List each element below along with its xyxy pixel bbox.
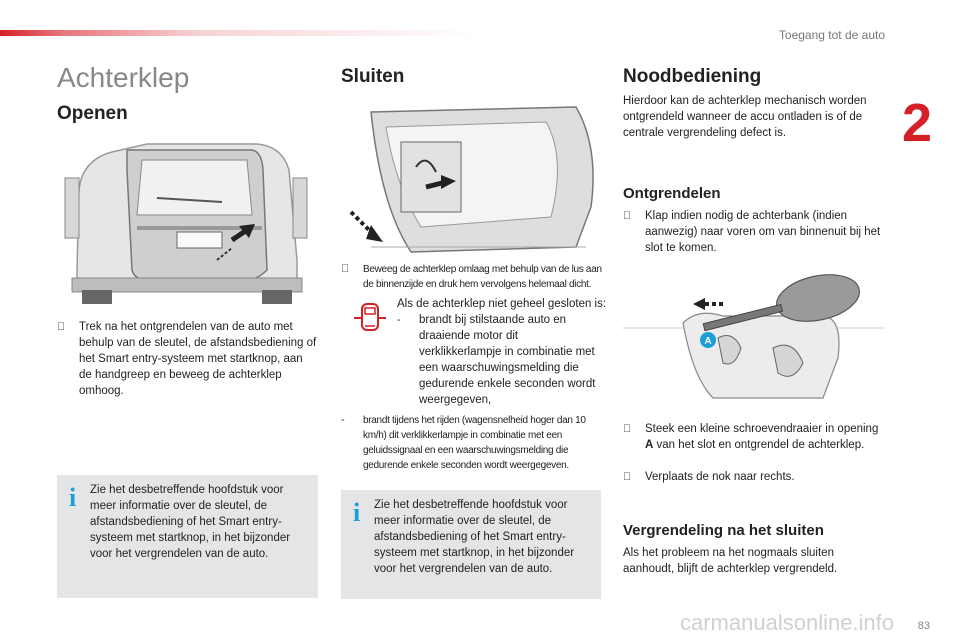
openen-info-text: Zie het desbetreffende hoofdstuk voor meer informatie over de sleutel, de afstandsbediening of het Smart entry-systeem met startknop, in het bijzonder voor het vergrendelen van de auto.: [90, 484, 291, 560]
step-1-text: Klap indien nodig de achterbank (indien aanwezig) naar voren om van binnenuit bij het slot te komen.: [645, 210, 881, 254]
ontgrendelen-step-1: [623, 208, 888, 256]
ontgrendelen-step-3: [623, 469, 888, 485]
watermark: carmanualsonline.info: [680, 610, 895, 635]
label-a: A: [704, 336, 712, 347]
bullet-marker: [623, 421, 645, 453]
step-3-text: Verplaats de nok naar rechts.: [645, 471, 795, 483]
step-2-opening-label: A: [645, 439, 654, 451]
nood-intro: Hierdoor kan de achterklep mechanisch worden ontgrendeld wanneer de accu ontladen is of de centrale vergrendeling defect is.: [623, 95, 867, 139]
sluiten-caption-text: Beweeg de achterklep omlaag met behulp van de lus aan de binnenzijde en druk hem vervolgens helemaal dicht.: [363, 264, 602, 290]
info-icon: i: [69, 483, 77, 512]
van-rear-illustration: [57, 130, 317, 305]
sluiten-info-box: [341, 490, 601, 599]
page-number: 83: [917, 620, 930, 632]
page-title: Achterklep: [57, 62, 190, 93]
sluiten-heading: Sluiten: [341, 66, 405, 87]
dash-marker: -: [341, 414, 345, 426]
warn-item-1: [397, 312, 602, 408]
bullet-marker: [623, 208, 645, 256]
warn-intro: Als de achterklep niet geheel gesloten is:: [397, 298, 607, 310]
sluiten-caption: [341, 262, 603, 292]
ontgrendelen-step-2: [623, 421, 888, 453]
openen-bullet-text: Trek na het ontgrendelen van de auto met behulp van de sleutel, de afstandsbediening of het Smart entry-systeem met startknop, aan de handgreep en beweeg de achterklep omhoog.: [79, 321, 317, 397]
openen-info-box: [57, 475, 318, 598]
relock-heading: Vergrendeling na het sluiten: [623, 522, 824, 539]
bullet-marker: [341, 262, 363, 292]
section-title: Toegang tot de auto: [778, 28, 885, 42]
sluiten-info-text: Zie het desbetreffende hoofdstuk voor meer informatie over de sleutel, de afstandsbediening of het Smart entry-systeem met startknop, in het bijzonder voor het vergrendelen van de auto.: [374, 499, 575, 575]
openen-bullet: [57, 319, 317, 399]
step-2-text: [645, 421, 888, 453]
header-accent-bar: [0, 30, 480, 36]
step-2-part-a: Steek een kleine schroevendraaier in opening: [645, 423, 879, 435]
warn-item-1-text: brandt bij stilstaande auto en draaiende motor dit verklikkerlampje in combinatie met een waarschuwingsmelding die gedurende enkele seconden wordt weergegeven,: [419, 314, 596, 406]
dash-marker: -: [397, 314, 401, 326]
relock-text: Als het probleem na het nogmaals sluiten aanhoudt, blijft de achterklep vergrendeld.: [623, 547, 838, 575]
info-icon: i: [353, 498, 361, 527]
warn-item-2-text: brandt tijdens het rijden (wagensnelheid hoger dan 10 km/h) dit verklikkerlampje in combinatie met een geluidssignaal en een waarschuwingsmelding die gedurende enkele seconden wordt weergegeven.: [363, 415, 586, 471]
tailgate-closing-illustration: [341, 97, 601, 257]
nood-heading: Noodbediening: [623, 66, 762, 87]
bullet-marker: [57, 319, 79, 399]
bullet-marker: [623, 469, 645, 485]
step-2-part-b: van het slot en ontgrendel de achterklep.: [653, 439, 865, 451]
ontgrendelen-heading: Ontgrendelen: [623, 185, 721, 202]
tailgate-open-warning-icon: [352, 300, 388, 336]
chapter-number: 2: [902, 93, 933, 153]
warn-item-2: [341, 413, 603, 473]
openen-heading: Openen: [57, 103, 128, 124]
lock-screwdriver-illustration: [623, 268, 885, 403]
